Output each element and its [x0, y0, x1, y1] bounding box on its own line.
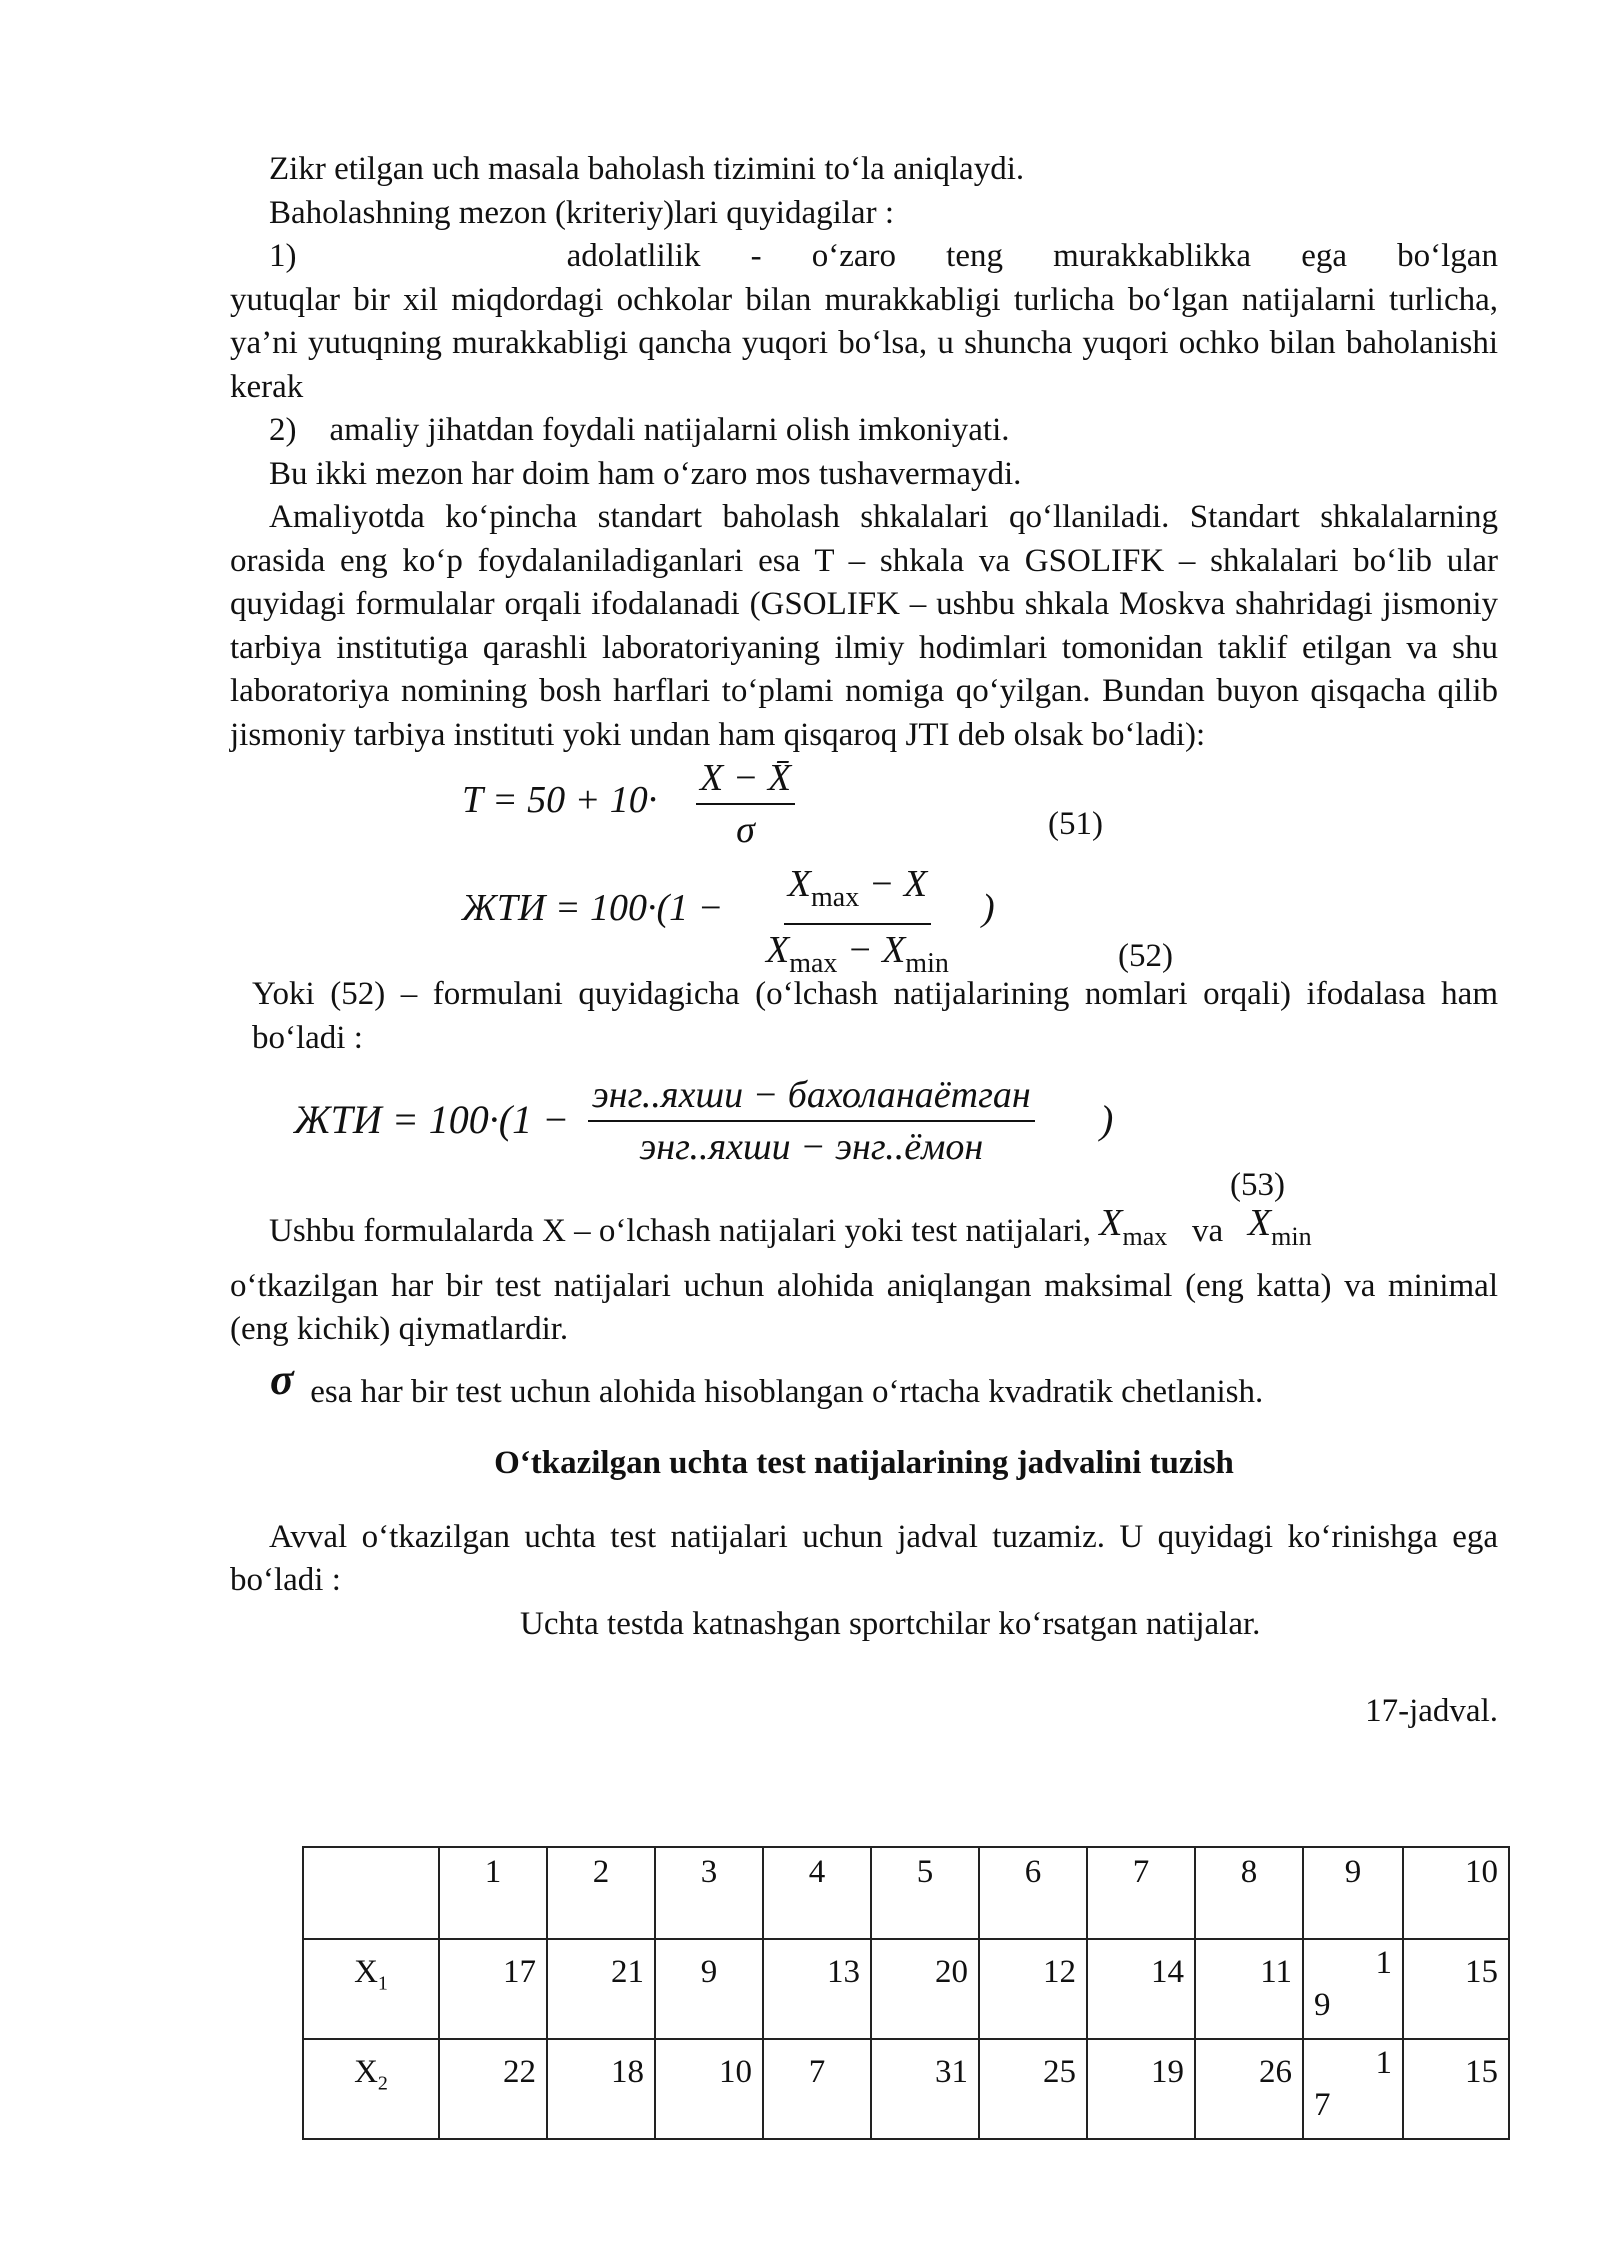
word: ega — [1301, 238, 1347, 274]
table-cell: 21 — [547, 1939, 655, 2039]
word: o‘zaro — [811, 238, 897, 274]
formula-52-denominator — [766, 925, 949, 989]
formula-52-left: ЖТИ = 100·(1 − — [462, 887, 724, 929]
subscript-min: min — [1271, 1222, 1312, 1251]
paragraph-1: Zikr etilgan uch masala baholash tizimini to‘la aniqlaydi. — [269, 151, 1025, 187]
table-header-cell: 2 — [547, 1847, 655, 1939]
table-row-x1 — [303, 1939, 1509, 2039]
table-cell: 22 — [439, 2039, 547, 2139]
formula-52 — [230, 855, 1498, 979]
table-cell: 7 — [763, 2039, 871, 2139]
table-cell: 25 — [979, 2039, 1087, 2139]
paragraph-6-start: Ushbu formulalarda X – o‘lchash natijalari yoki test natijalari, — [269, 1213, 1092, 1249]
subscript-max: max — [1122, 1222, 1168, 1251]
word: teng — [946, 238, 1003, 274]
word: adolatlilik — [566, 238, 701, 274]
formula-51-left: T = 50 + 10· — [462, 779, 658, 821]
formula-53-numerator: энг..яхши − бахоланаётган — [588, 1070, 1035, 1122]
sigma-symbol: σ — [270, 1354, 294, 1404]
table-cell: 31 — [871, 2039, 979, 2139]
word: murakkablikka — [1053, 238, 1252, 274]
table-header-cell: 3 — [655, 1847, 763, 1939]
equation-number-52: (52) — [1118, 938, 1173, 974]
paragraph-7-text: esa har bir test uchun alohida hisoblangan o‘rtacha kvadratik chetlanish. — [310, 1373, 1264, 1410]
paragraph-4: Amaliyotda ko‘pincha standart baholash shkalalari qo‘llaniladi. Standart shkalalarning orasida eng ko‘p foydalaniladiganlari esa T – shkala va GSOLIFK – shkalalari bo‘lib ular quyidagi formulalar orqali ifodalanadi (GSOLIFK – ushbu shkala Moskva shahridagi jismoniy tarbiya institutiga qarashli laboratoriyaning ilmiy hodimlari tomonidan taklif etilgan va shu laboratoriya nomining bosh harflari to‘plami nomiga qo‘yilgan. Bundan buyon qisqacha qilib jismoniy tarbiya instituti yoki undan ham qisqaroq JTI deb olsak bo‘ladi): — [230, 499, 1498, 753]
row-label-text: X — [354, 2054, 378, 2090]
table-cell: 26 — [1195, 2039, 1303, 2139]
table-cell: 19 — [1087, 2039, 1195, 2139]
word: bo‘lgan — [1397, 238, 1498, 274]
table-header-cell: 9 — [1303, 1847, 1403, 1939]
criterion-2: 2) amaliy jihatdan foydali natijalarni olish imkoniyati. — [269, 412, 1010, 448]
section-heading: O‘tkazilgan uchta test natijalarining jadvalini tuzish — [494, 1445, 1234, 1481]
criterion-1-number: 1) — [269, 238, 297, 274]
table-cell: 13 — [763, 1939, 871, 2039]
document-page — [230, 148, 1498, 1734]
table-cell: 12 — [979, 1939, 1087, 2039]
table-cell: 15 — [1403, 1939, 1509, 2039]
row-label-text: X — [354, 1954, 378, 1990]
symbol-x: X — [787, 863, 811, 905]
symbol-x: X — [1247, 1202, 1272, 1244]
criterion-1-rest: yutuqlar bir xil miqdordagi ochkolar bilan murakkabligi turlicha bo‘lgan natijalarni turlicha, ya’ni yutuqning murakkabligi qancha yuqori bo‘lsa, u shuncha yuqori ochko bilan baholanishi kerak — [230, 281, 1498, 405]
paragraph-2: Baholashning mezon (kriteriy)lari quyidagilar : — [269, 194, 894, 231]
paragraph-6 — [230, 1202, 1498, 1265]
word: - — [750, 238, 762, 274]
cell-part: 7 — [1314, 2087, 1331, 2123]
symbol-minus-x: − X — [859, 863, 928, 905]
table-cell: 10 — [655, 2039, 763, 2139]
word-va: va — [1192, 1213, 1224, 1249]
subscript-max: max — [789, 948, 838, 979]
table-cell-split — [1303, 1939, 1403, 2039]
paragraph-7 — [230, 1354, 1498, 1415]
cell-part: 1 — [1375, 2045, 1392, 2081]
table-cell: 20 — [871, 1939, 979, 2039]
table-cell: 17 — [439, 1939, 547, 2039]
cell-part: 1 — [1375, 1945, 1392, 1981]
subscript-max: max — [811, 882, 860, 913]
table-cell: 14 — [1087, 1939, 1195, 2039]
table-header-cell: 5 — [871, 1847, 979, 1939]
paragraph-6-rest: o‘tkazilgan har bir test natijalari uchun alohida aniqlangan maksimal (eng katta) va minimal (eng kichik) qiymatlardir. — [230, 1267, 1498, 1347]
symbol-minus-x: − X — [837, 929, 906, 971]
table-label: 17-jadval. — [1365, 1693, 1498, 1729]
table-cell-split — [1303, 2039, 1403, 2139]
table-header-cell: 6 — [979, 1847, 1087, 1939]
criterion-1-first-line — [230, 235, 1498, 279]
x-max-symbol — [1099, 1202, 1168, 1251]
results-table — [302, 1846, 1510, 2140]
table-header-cell: 8 — [1195, 1847, 1303, 1939]
table-cell: 18 — [547, 2039, 655, 2139]
row-label-x2 — [303, 2039, 439, 2139]
formula-53-left: ЖТИ = 100·(1 − — [294, 1097, 570, 1142]
formula-52-numerator — [784, 859, 931, 925]
row-label-x1 — [303, 1939, 439, 2039]
table-cell: 9 — [655, 1939, 763, 2039]
symbol-x: X — [1099, 1202, 1123, 1244]
table-header-cell: 7 — [1087, 1847, 1195, 1939]
equation-number-51: (51) — [1048, 806, 1103, 842]
symbol-x: X — [766, 929, 790, 971]
table-header-row — [303, 1847, 1509, 1939]
formula-53-right: ) — [1100, 1097, 1114, 1142]
row-label-subscript: 1 — [377, 1972, 388, 1995]
formula-53 — [230, 1060, 1498, 1208]
paragraph-5-text: Yoki (52) – formulani quyidagicha (o‘lchash natijalarining nomlari orqali) ifodalasa ham bo‘ladi : — [252, 976, 1498, 1056]
table-header-cell: 4 — [763, 1847, 871, 1939]
cell-part: 9 — [1314, 1987, 1331, 2023]
x-min-symbol — [1247, 1202, 1312, 1251]
table-caption: Uchta testda katnashgan sportchilar ko‘rsatgan natijalar. — [520, 1605, 1261, 1642]
formula-52-fraction — [766, 859, 949, 989]
subscript-min: min — [905, 948, 949, 979]
table-cell — [303, 1847, 439, 1939]
formula-53-fraction — [588, 1070, 1035, 1172]
formula-52-right: ) — [982, 887, 995, 929]
formula-51-fraction — [696, 753, 795, 855]
table-row-x2 — [303, 2039, 1509, 2139]
formula-53-denominator: энг..яхши − энг..ёмон — [639, 1126, 984, 1168]
row-label-subscript: 2 — [377, 2072, 388, 2095]
equation-number-53: (53) — [1230, 1167, 1285, 1203]
formula-51-denominator: σ — [736, 809, 755, 851]
table-header-cell: 10 — [1403, 1847, 1509, 1939]
formula-51 — [230, 757, 1498, 855]
paragraph-3: Bu ikki mezon har doim ham o‘zaro mos tushavermaydi. — [269, 455, 1022, 492]
table-header-cell: 1 — [439, 1847, 547, 1939]
table-cell: 11 — [1195, 1939, 1303, 2039]
table-cell: 15 — [1403, 2039, 1509, 2139]
formula-51-numerator: X − X̄ — [696, 753, 795, 805]
paragraph-8: Avval o‘tkazilgan uchta test natijalari uchun jadval tuzamiz. U quyidagi ko‘rinishga ega bo‘ladi : — [230, 1518, 1498, 1598]
